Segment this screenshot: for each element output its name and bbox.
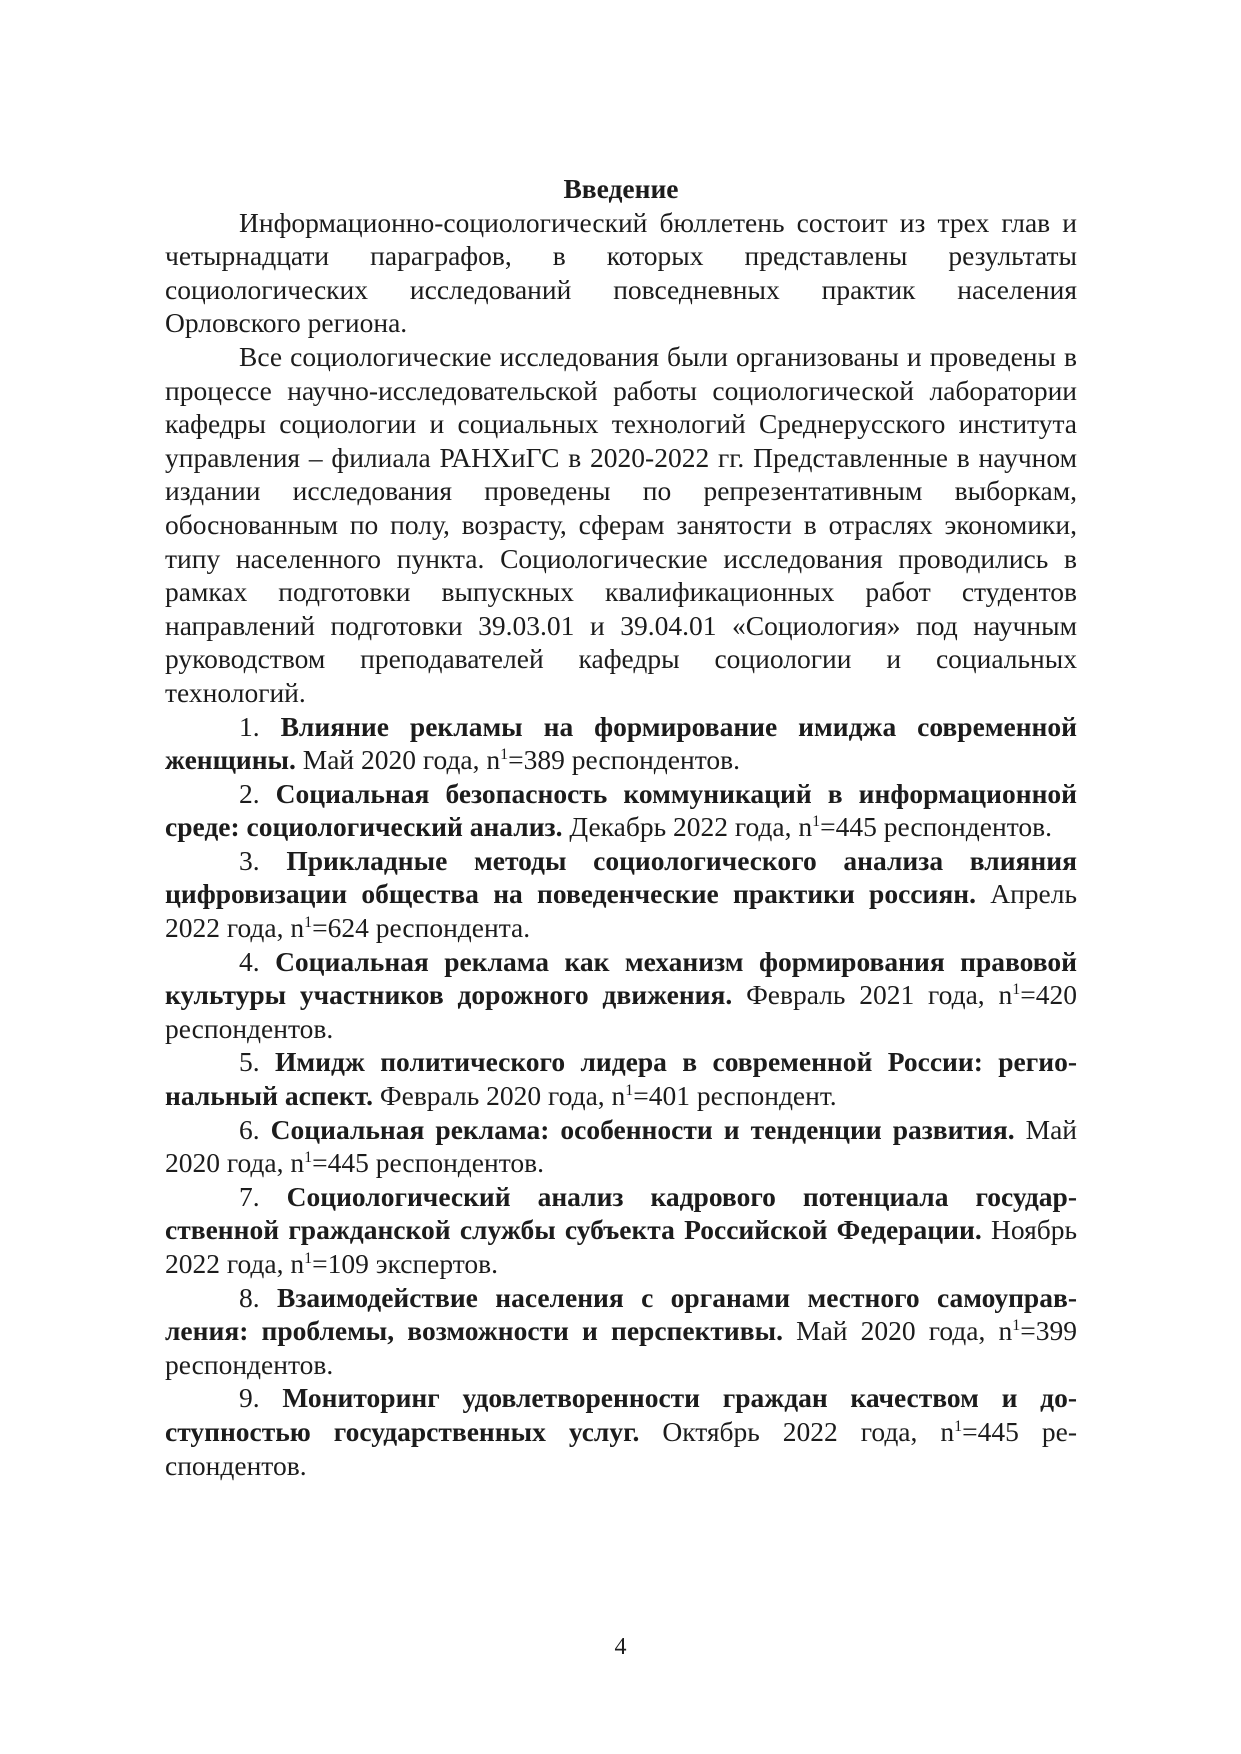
study-date: Февраль 2021 года,	[746, 979, 985, 1011]
study-title: Социологический анализ кадрового потенциала государственной гражданской службы субъекта Российской Федерации.	[165, 1180, 1078, 1246]
study-date: Февраль 2020 года,	[379, 1080, 605, 1112]
sample-size: =109 экспертов.	[312, 1248, 499, 1279]
study-date: Декабрь 2022 года,	[569, 811, 792, 843]
study-number: 6.	[239, 1113, 260, 1145]
sample-label: n	[798, 811, 813, 843]
sample-label: n	[290, 1248, 305, 1279]
study-title: Социальная безопасность коммуникаций в информационной среде: социологический анализ.	[165, 777, 1078, 843]
study-number: 4.	[239, 945, 260, 977]
sample-size: =445 респондентов.	[165, 1415, 1077, 1481]
study-title: Мониторинг удовлетворенности граждан качеством и доступностью государственных услуг.	[165, 1382, 1077, 1447]
sample-superscript: 1	[1012, 981, 1021, 999]
sample-label: n	[290, 1147, 305, 1179]
sample-size: =624 респондента.	[312, 912, 531, 944]
study-number: 7.	[239, 1180, 260, 1212]
study-title: Взаимодействие населения с органами местного самоуправления: проблемы, возможности и перспективы.	[165, 1281, 1077, 1347]
study-item	[165, 1281, 1077, 1382]
sample-size: =445 респондентов.	[312, 1147, 544, 1179]
sample-size: =399 респондентов.	[165, 1315, 1078, 1380]
sample-size: =401 респондент.	[633, 1080, 837, 1112]
sample-superscript: 1	[304, 914, 313, 932]
study-item	[165, 777, 1077, 844]
study-date: Октябрь 2022 года,	[662, 1415, 918, 1447]
sample-superscript: 1	[812, 813, 821, 831]
study-title: Социальная реклама: особенности и тенденции развития.	[270, 1113, 1015, 1145]
sample-label: n	[486, 744, 501, 776]
study-date: Май 2020 года,	[165, 1113, 1077, 1179]
study-number: 2.	[239, 777, 260, 809]
page-body	[165, 172, 1077, 1482]
study-date: Ноябрь 2022 года,	[165, 1214, 1078, 1279]
intro-paragraph: Все социологические исследования были организованы и проведены в процессе научно-исследовательской работы социологической лаборатории кафедры социологии и социальных технологий Среднерусского института управления – филиала РАНХиГС в 2020-2022 гг. Представленные в научном издании исследования проведены по репрезентативным выборкам, обоснованным по полу, возрасту, сферам занятости в отраслях экономики, типу населенного пункта. Социологические исследования проводились в рамках подготовки выпускных квалификационных работ студентов направлений подготовки 39.03.01 и 39.04.01 «Социология» под научным руководством преподавателей кафедры социологии и социальных технологий.	[165, 340, 1077, 708]
study-title: Имидж политического лидера в современной России: региональный аспект.	[165, 1046, 1078, 1112]
study-list	[165, 710, 1077, 1483]
study-item	[165, 710, 1077, 777]
study-item	[165, 945, 1077, 1046]
study-number: 8.	[239, 1281, 260, 1313]
study-item	[165, 844, 1077, 945]
sample-superscript: 1	[500, 746, 509, 764]
sample-size: =445 респондентов.	[820, 811, 1052, 843]
study-item	[165, 1045, 1077, 1112]
study-item	[165, 1113, 1077, 1180]
sample-superscript: 1	[304, 1149, 313, 1167]
page-number: 4	[614, 1634, 627, 1660]
sample-size: =389 респондентов.	[508, 744, 740, 776]
study-number: 9.	[239, 1382, 260, 1414]
sample-label: n	[998, 979, 1013, 1011]
study-number: 5.	[239, 1046, 260, 1078]
section-title: Введение	[563, 173, 679, 204]
study-number: 1.	[239, 710, 260, 742]
sample-superscript: 1	[954, 1417, 963, 1435]
sample-size: =420 респондентов.	[165, 979, 1078, 1044]
sample-label: n	[998, 1315, 1013, 1347]
sample-label: n	[290, 912, 305, 944]
sample-label: n	[611, 1080, 626, 1112]
sample-superscript: 1	[304, 1250, 313, 1267]
intro-paragraph: Информационно-социологический бюллетень состоит из трех глав и четырнадцати параграфов, в которых представлены результаты социологических исследований повседневных практик населения Орловского региона.	[165, 206, 1077, 339]
sample-superscript: 1	[1012, 1317, 1021, 1335]
study-number: 3.	[239, 844, 260, 876]
study-item	[165, 1381, 1077, 1482]
study-title: Прикладные методы социологического анализа влияния цифровизации общества на поведенческие практики россиян.	[165, 844, 1077, 910]
study-title: Влияние рекламы на формирование имиджа современной женщины.	[165, 710, 1077, 776]
study-date: Апрель 2022 года,	[165, 878, 1078, 944]
study-item	[165, 1180, 1077, 1281]
sample-label: n	[940, 1415, 955, 1447]
study-title: Социальная реклама как механизм формирования правовой культуры участников дорожного движения.	[165, 945, 1078, 1011]
study-date: Май 2020 года,	[796, 1315, 986, 1347]
study-date: Май 2020 года,	[302, 744, 480, 776]
sample-superscript: 1	[625, 1082, 634, 1100]
